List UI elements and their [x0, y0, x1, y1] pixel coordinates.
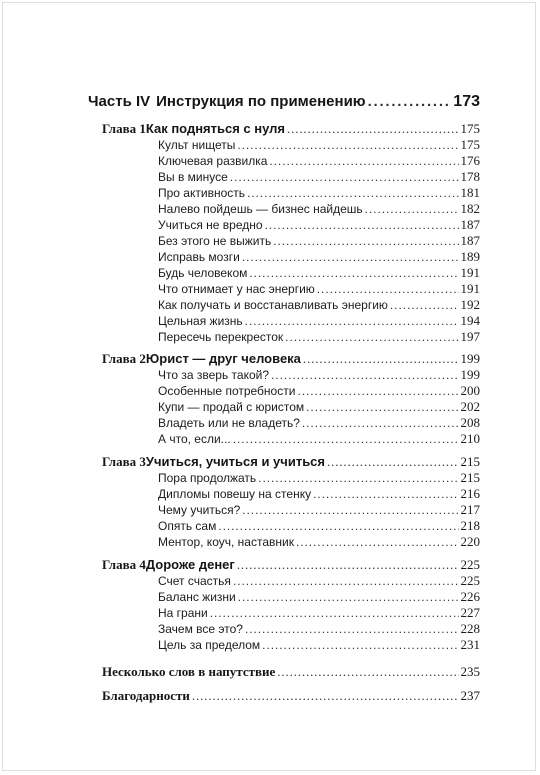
- entry-page: 218: [460, 518, 480, 533]
- leader-dots: [269, 154, 458, 168]
- toc-entry: [158, 297, 480, 313]
- entry-title: Цельная жизнь: [158, 314, 243, 328]
- entry-page: 189: [460, 249, 480, 264]
- entry-page: 191: [460, 281, 480, 296]
- leader-dots: [245, 622, 459, 636]
- leader-dots: [271, 368, 458, 382]
- leader-dots: [368, 93, 452, 110]
- leader-dots: [297, 384, 458, 398]
- leader-dots: [365, 202, 459, 216]
- part-page: 173: [453, 93, 480, 110]
- entry-page: 200: [460, 383, 480, 398]
- entry-title: Особенные потребности: [158, 384, 296, 398]
- leader-dots: [306, 400, 458, 414]
- leader-dots: [313, 487, 458, 501]
- toc-entry: [158, 281, 480, 297]
- toc-entry: [158, 201, 480, 217]
- part-label: Часть IV: [88, 93, 151, 110]
- entry-page: 187: [460, 217, 480, 232]
- entry-page: 220: [460, 534, 480, 549]
- leader-dots: [302, 416, 459, 430]
- entry-title: Исправь мозги: [158, 250, 240, 264]
- entry-title: Что отнимает у нас энергию: [158, 282, 315, 296]
- leader-dots: [277, 664, 458, 680]
- chapter-title: Как подняться с нуля: [145, 121, 286, 136]
- leader-dots: [390, 298, 459, 312]
- entry-title: Дипломы повешу на стенку: [158, 487, 312, 501]
- entry-page: 227: [460, 605, 480, 620]
- toc-entry: [158, 589, 480, 605]
- leader-dots: [233, 432, 459, 446]
- leader-dots: [245, 314, 459, 328]
- leader-dots: [287, 121, 458, 137]
- entry-title: А что, если...: [158, 432, 231, 446]
- entry-page: 187: [460, 233, 480, 248]
- chapter-page: 199: [460, 351, 480, 366]
- entry-title: Учиться не вредно: [158, 218, 263, 232]
- toc-entry: [158, 153, 480, 169]
- entry-page: 178: [460, 169, 480, 184]
- leader-dots: [285, 330, 458, 344]
- toc-entry: [158, 383, 480, 399]
- chapter-title: Учиться, учиться и учиться: [145, 454, 325, 469]
- toc-entry: [158, 605, 480, 621]
- entry-page: 208: [460, 415, 480, 430]
- toc-entry: [158, 621, 480, 637]
- entry-page: 197: [460, 329, 480, 344]
- entry-page: 175: [460, 137, 480, 152]
- leader-dots: [237, 138, 458, 152]
- leader-dots: [265, 218, 459, 232]
- entry-title: Как получать и восстанавливать энергию: [158, 298, 388, 312]
- toc-entry: [158, 185, 480, 201]
- toc-entry: [158, 249, 480, 265]
- entry-page: 182: [460, 201, 480, 216]
- chapter-heading: [102, 557, 480, 573]
- leader-dots: [242, 250, 459, 264]
- leader-dots: [238, 590, 459, 604]
- chapter-label: Глава 2: [102, 351, 146, 366]
- entry-page: 228: [460, 621, 480, 636]
- toc-entry: [158, 518, 480, 534]
- leader-dots: [242, 503, 458, 517]
- entry-page: 199: [460, 367, 480, 382]
- entry-page: 202: [460, 399, 480, 414]
- toc-entry: [158, 502, 480, 518]
- closing-entry: [102, 664, 480, 680]
- leader-dots: [296, 535, 459, 549]
- entry-title: Что за зверь такой?: [158, 368, 270, 382]
- entry-title: Пора продолжать: [158, 471, 257, 485]
- toc-entry: [158, 637, 480, 653]
- leader-dots: [237, 557, 459, 573]
- entry-title: Культ нищеты: [158, 138, 236, 152]
- entry-title: Пересечь перекресток: [158, 330, 284, 344]
- toc-entry: [158, 399, 480, 415]
- entry-title: Ментор, коуч, наставник: [158, 535, 294, 549]
- entry-page: 215: [460, 470, 480, 485]
- entry-page: 210: [460, 431, 480, 446]
- chapter-page: 175: [460, 121, 480, 136]
- entry-title: Купи — продай с юристом: [158, 400, 305, 414]
- entry-page: 192: [460, 297, 480, 312]
- closing-title: Несколько слов в напутствие: [102, 664, 276, 679]
- entry-page: 191: [460, 265, 480, 280]
- entry-page: 216: [460, 486, 480, 501]
- leader-dots: [192, 688, 459, 704]
- leader-dots: [258, 471, 458, 485]
- entry-page: 226: [460, 589, 480, 604]
- toc-entry: [158, 486, 480, 502]
- toc-entry: [158, 329, 480, 345]
- toc-entry: [158, 534, 480, 550]
- entry-title: Налево пойдешь — бизнес найдешь: [158, 202, 363, 216]
- chapter-title: Дороже денег: [145, 557, 235, 572]
- toc-entry: [158, 573, 480, 589]
- closing-page: 235: [460, 664, 480, 679]
- entry-title: Про активность: [158, 186, 245, 200]
- leader-dots: [230, 170, 459, 184]
- entry-page: 231: [460, 637, 480, 652]
- chapter-label: Глава 3: [102, 454, 146, 469]
- entry-title: Без этого не выжить: [158, 234, 272, 248]
- chapter-heading: [102, 351, 480, 367]
- chapter-page: 225: [460, 557, 480, 572]
- entry-title: Цель за пределом: [158, 638, 261, 652]
- chapter-label: Глава 1: [102, 121, 146, 136]
- entry-page: 225: [460, 573, 480, 588]
- entry-page: 217: [460, 502, 480, 517]
- leader-dots: [210, 606, 459, 620]
- toc-entry: [158, 415, 480, 431]
- entry-title: На грани: [158, 606, 208, 620]
- entry-title: Опять сам: [158, 519, 217, 533]
- leader-dots: [218, 519, 458, 533]
- entry-title: Вы в минусе: [158, 170, 228, 184]
- toc-entry: [158, 233, 480, 249]
- chapter-page: 215: [460, 454, 480, 469]
- leader-dots: [249, 266, 458, 280]
- leader-dots: [273, 234, 458, 248]
- entry-title: Чему учиться?: [158, 503, 241, 517]
- part-heading: [88, 93, 480, 111]
- entry-page: 176: [460, 153, 480, 168]
- entry-title: Зачем все это?: [158, 622, 243, 636]
- toc-entry: [158, 169, 480, 185]
- closing-title: Благодарности: [102, 688, 190, 703]
- chapter-title: Юрист — друг человека: [145, 351, 301, 366]
- toc-entry: [158, 367, 480, 383]
- leader-dots: [303, 351, 459, 367]
- toc-entry: [158, 217, 480, 233]
- leader-dots: [317, 282, 459, 296]
- chapter-label: Глава 4: [102, 557, 146, 572]
- toc-entry: [158, 313, 480, 329]
- part-title: Инструкция по применению: [156, 93, 366, 110]
- leader-dots: [247, 186, 459, 200]
- entry-title: Будь человеком: [158, 266, 248, 280]
- chapter-heading: [102, 454, 480, 470]
- toc-entry: [158, 431, 480, 447]
- entry-title: Ключевая развилка: [158, 154, 268, 168]
- leader-dots: [262, 638, 458, 652]
- chapter-heading: [102, 121, 480, 137]
- entry-page: 194: [460, 313, 480, 328]
- entry-page: 181: [460, 185, 480, 200]
- entry-title: Баланс жизни: [158, 590, 236, 604]
- entry-title: Владеть или не владеть?: [158, 416, 300, 430]
- closing-entry: [102, 688, 480, 704]
- entry-title: Счет счастья: [158, 574, 231, 588]
- leader-dots: [327, 454, 459, 470]
- leader-dots: [233, 574, 459, 588]
- toc-entry: [158, 137, 480, 153]
- toc-entry: [158, 265, 480, 281]
- toc-entry: [158, 470, 480, 486]
- closing-page: 237: [460, 688, 480, 703]
